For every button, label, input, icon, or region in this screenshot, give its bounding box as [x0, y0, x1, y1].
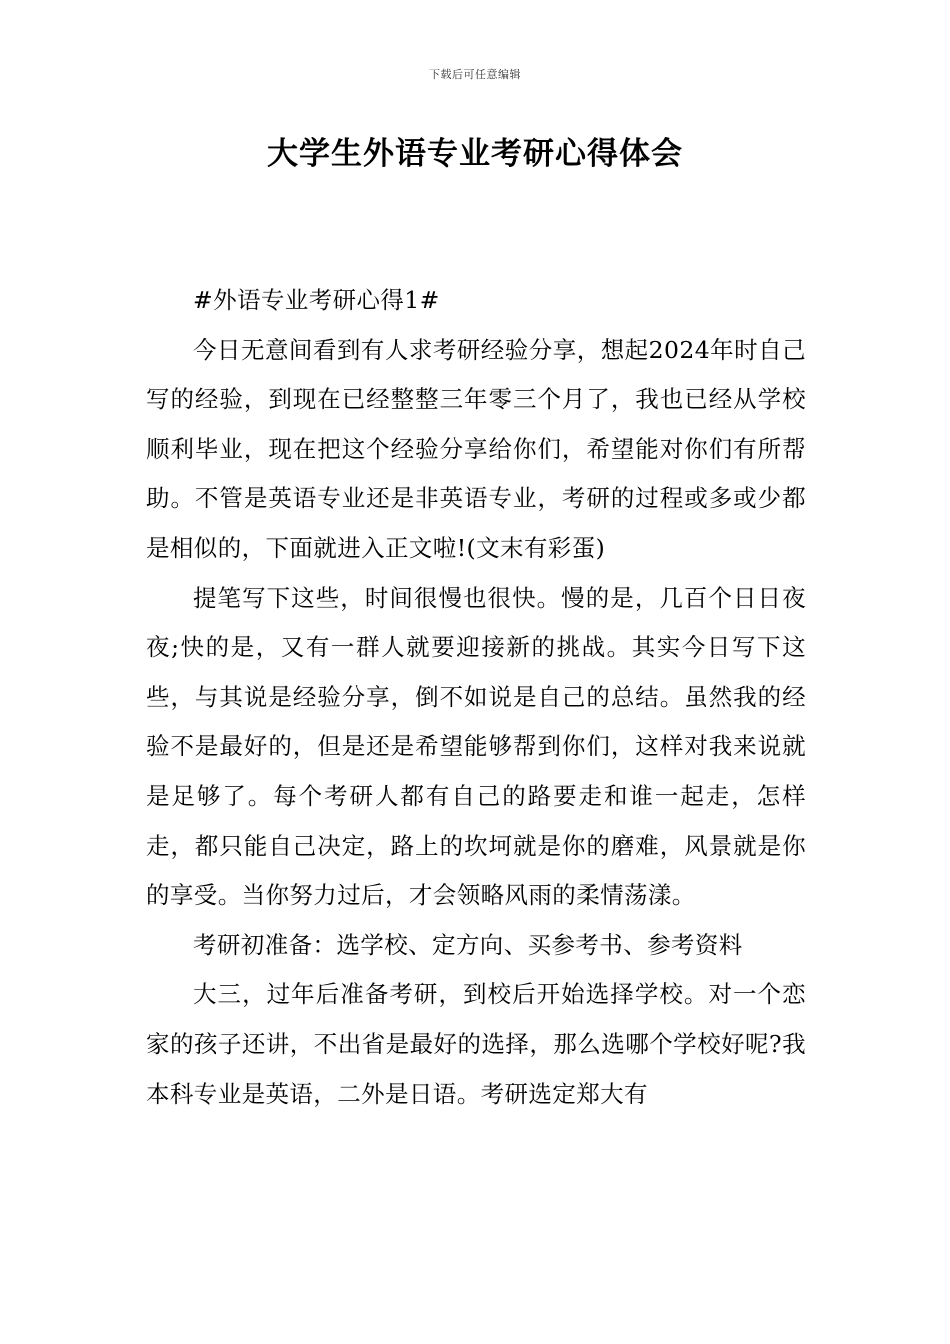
header-note: 下载后可任意编辑 [429, 68, 521, 81]
paragraph: 提笔写下这些，时间很慢也很快。慢的是，几百个日日夜夜;快的是，又有一群人就要迎接新的挑战。其实今日写下这些，与其说是经验分享，倒不如说是自己的总结。虽然我的经验不是最好的，但是还是希望能够帮到你们，这样对我来说就是足够了。每个考研人都有自己的路要走和谁一起走，怎样走，都只能自己决定，路上的坎坷就是你的磨难，风景就是你的享受。当你努力过后，才会领略风雨的柔情荡漾。 [146, 583, 806, 910]
paragraph: 今日无意间看到有人求考研经验分享，想起2024年时自己写的经验，到现在已经整整三年零三个月了，我也已经从学校顺利毕业，现在把这个经验分享给你们，希望能对你们有所帮助。不管是英语专业还是非英语专业，考研的过程或多或少都是相似的，下面就进入正文啦!(文末有彩蛋) [146, 335, 806, 562]
document-body [146, 276, 806, 1119]
subsection-heading: 考研初准备：选学校、定方向、买参考书、参考资料 [193, 930, 743, 959]
document-title: 大学生外语专业考研心得体会 [267, 136, 683, 172]
paragraph: 大三，过年后准备考研，到校后开始选择学校。对一个恋家的孩子还讲，不出省是最好的选择，那么选哪个学校好呢?我本科专业是英语，二外是日语。考研选定郑大有 [146, 980, 806, 1108]
section-heading: #外语专业考研心得1# [193, 286, 440, 314]
